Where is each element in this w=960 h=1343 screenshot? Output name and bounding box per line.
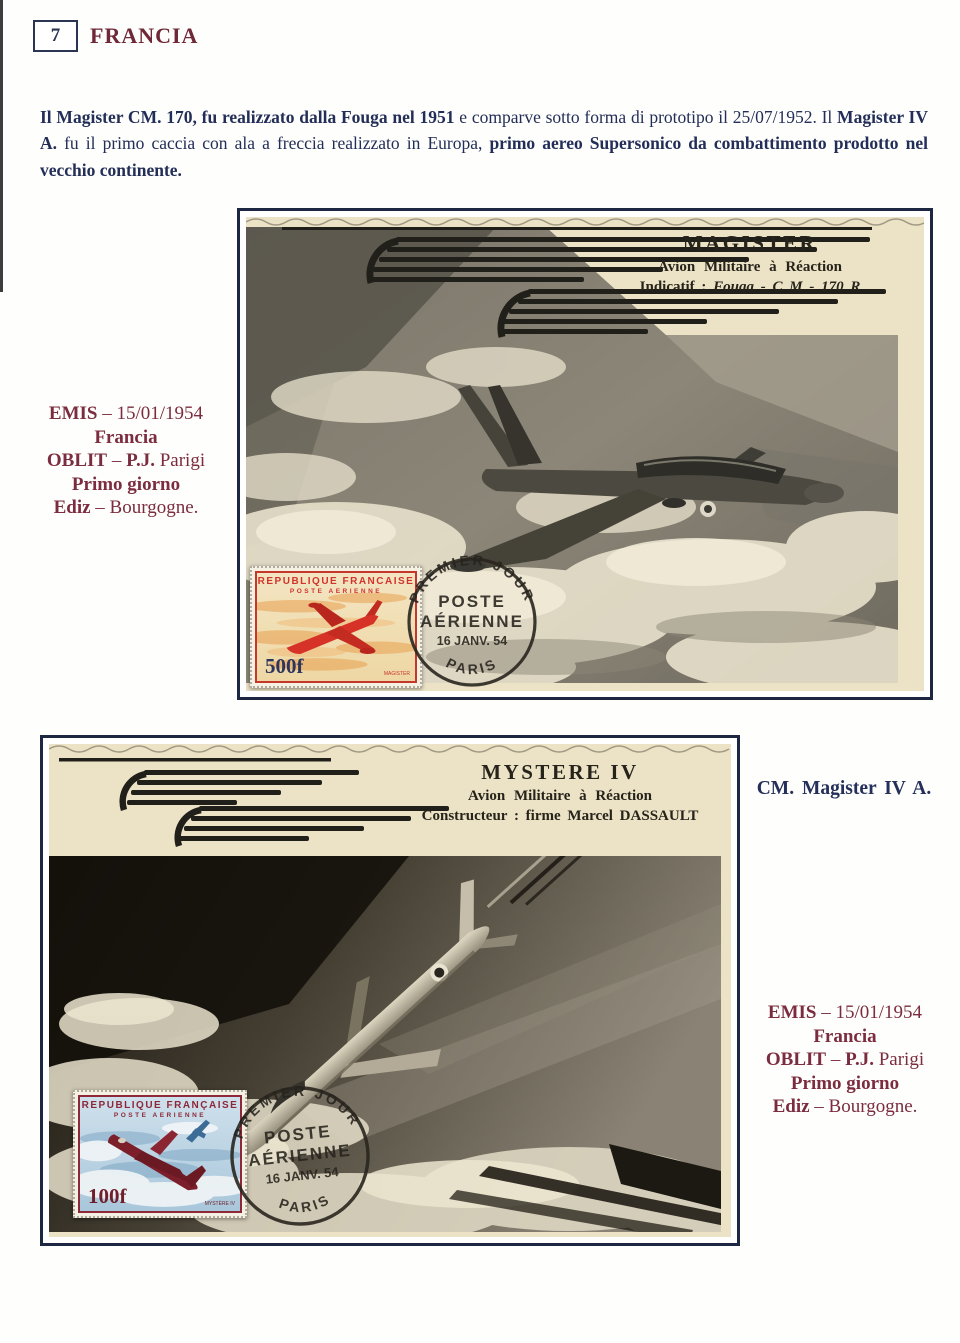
stamp-500f-design	[255, 571, 417, 683]
caption-emis-line	[28, 402, 224, 426]
stamp-denomination: 500f	[265, 654, 304, 678]
svg-text:PARIS	[276, 1190, 335, 1218]
caption-country-line	[28, 426, 224, 450]
first-day-postmark	[212, 1068, 388, 1237]
caption-oblit-city: Parigi	[154, 450, 206, 471]
caption-emis-value: – 15/01/1954	[97, 403, 204, 424]
stamp-country-text: REPUBLIQUE FRANCAISE	[257, 576, 415, 587]
caption-oblit-pj: P.J.	[845, 1049, 874, 1070]
postmark-date: 16 JANV. 54	[264, 1164, 340, 1187]
postcard-mystere	[49, 744, 731, 1237]
svg-text:PARIS	[444, 655, 501, 678]
card-title-text: MAGISTER	[682, 231, 818, 255]
stamp-denomination: 100f	[88, 1184, 127, 1208]
page-number-box	[33, 20, 78, 52]
country-title: FRANCIA	[90, 23, 199, 48]
stamp-country-text: REPUBLIQUE FRANÇAISE	[81, 1100, 239, 1111]
postmark-line2: AÉRIENNE	[247, 1140, 353, 1171]
caption-ediz-value: – Bourgogne.	[809, 1096, 918, 1117]
postmark-date: 16 JANV. 54	[436, 634, 508, 648]
caption-ediz-line	[28, 496, 224, 520]
intro-bold-5: primo aereo Supersonico da combattimento prodotto nel vecchio continente.	[40, 133, 928, 180]
intro-paragraph	[40, 104, 928, 183]
caption-firstday: Primo giorno	[71, 473, 181, 495]
postmark-line2: AÉRIENNE	[420, 612, 524, 631]
scan-edge-line	[0, 0, 3, 292]
caption-ediz-label: Ediz	[772, 1096, 810, 1117]
caption-oblit-line	[745, 1048, 945, 1072]
caption-card2	[745, 1001, 945, 1119]
intro-bold-1: Il Magister CM. 170, fu realizzato dalla Fouga nel 1951	[40, 107, 455, 127]
postmark-arc-top-text: PREMIER JOUR	[405, 551, 539, 606]
postmark-line1: POSTE	[263, 1121, 333, 1148]
card-title-text: MYSTERE IV	[481, 760, 639, 784]
card2-side-title: CM. Magister IV A.	[756, 778, 932, 799]
caption-firstday: Primo giorno	[790, 1072, 900, 1094]
postmark-arc-top-text: PREMIER JOUR	[229, 1082, 365, 1141]
caption-country: Francia	[94, 426, 158, 448]
intro-bold-3: Magister IV A.	[40, 107, 928, 154]
stamp-plane-name: MAGISTER	[383, 671, 410, 677]
caption-firstday-line	[28, 473, 224, 497]
card-subtitle-text: Avion Militaire à Réaction	[468, 788, 652, 804]
first-day-postmark	[397, 547, 547, 691]
indicatif-label: Indicatif :	[639, 279, 714, 295]
stamp-plane-name: MYSTÈRE IV	[204, 1201, 235, 1207]
mystere-title-block	[395, 760, 725, 825]
postmark-line1: POSTE	[438, 592, 506, 611]
card-subtitle-text: Avion Militaire à Réaction	[658, 259, 842, 275]
stamp-service-text: POSTE AERIENNE	[289, 588, 383, 595]
caption-oblit-dash: –	[826, 1049, 846, 1070]
caption-emis-label: EMIS	[48, 403, 98, 424]
caption-oblit-label: OBLIT	[46, 450, 108, 471]
caption-oblit-label: OBLIT	[765, 1049, 827, 1070]
stamp-service-text: POSTE AERIENNE	[113, 1112, 207, 1119]
card-indicatif-line	[590, 279, 910, 296]
postmark-arc-bottom-text: PARIS	[277, 1190, 334, 1216]
caption-card1	[28, 402, 224, 520]
indicatif-value: Fouga - C M - 170 R	[713, 279, 861, 295]
caption-oblit-line	[28, 449, 224, 473]
maxicard-magister	[237, 208, 933, 700]
caption-oblit-pj: P.J.	[126, 450, 155, 471]
intro-text-2: e comparve sotto forma di prototipo il 25/07/1952. Il	[454, 107, 838, 127]
caption-emis-value: – 15/01/1954	[816, 1002, 923, 1023]
caption-ediz-line	[745, 1095, 945, 1119]
caption-country: Francia	[813, 1025, 877, 1047]
caption-emis-line	[745, 1001, 945, 1025]
postmark-arc-bottom-text: PARIS	[443, 654, 501, 678]
caption-firstday-line	[745, 1072, 945, 1096]
caption-oblit-dash: –	[107, 450, 127, 471]
caption-ediz-value: – Bourgogne.	[90, 497, 199, 518]
magister-title-block	[590, 231, 910, 296]
maxicard-mystere	[40, 735, 740, 1246]
caption-country-line	[745, 1025, 945, 1049]
caption-ediz-label: Ediz	[53, 497, 91, 518]
page-number: 7	[50, 25, 61, 46]
postcard-magister	[246, 217, 924, 691]
caption-emis-label: EMIS	[767, 1002, 817, 1023]
card-constructeur-line: Constructeur : firme Marcel DASSAULT	[421, 808, 699, 824]
intro-text-4: fu il primo caccia con ala a freccia realizzato in Europa,	[57, 133, 490, 154]
caption-oblit-city: Parigi	[873, 1049, 925, 1070]
